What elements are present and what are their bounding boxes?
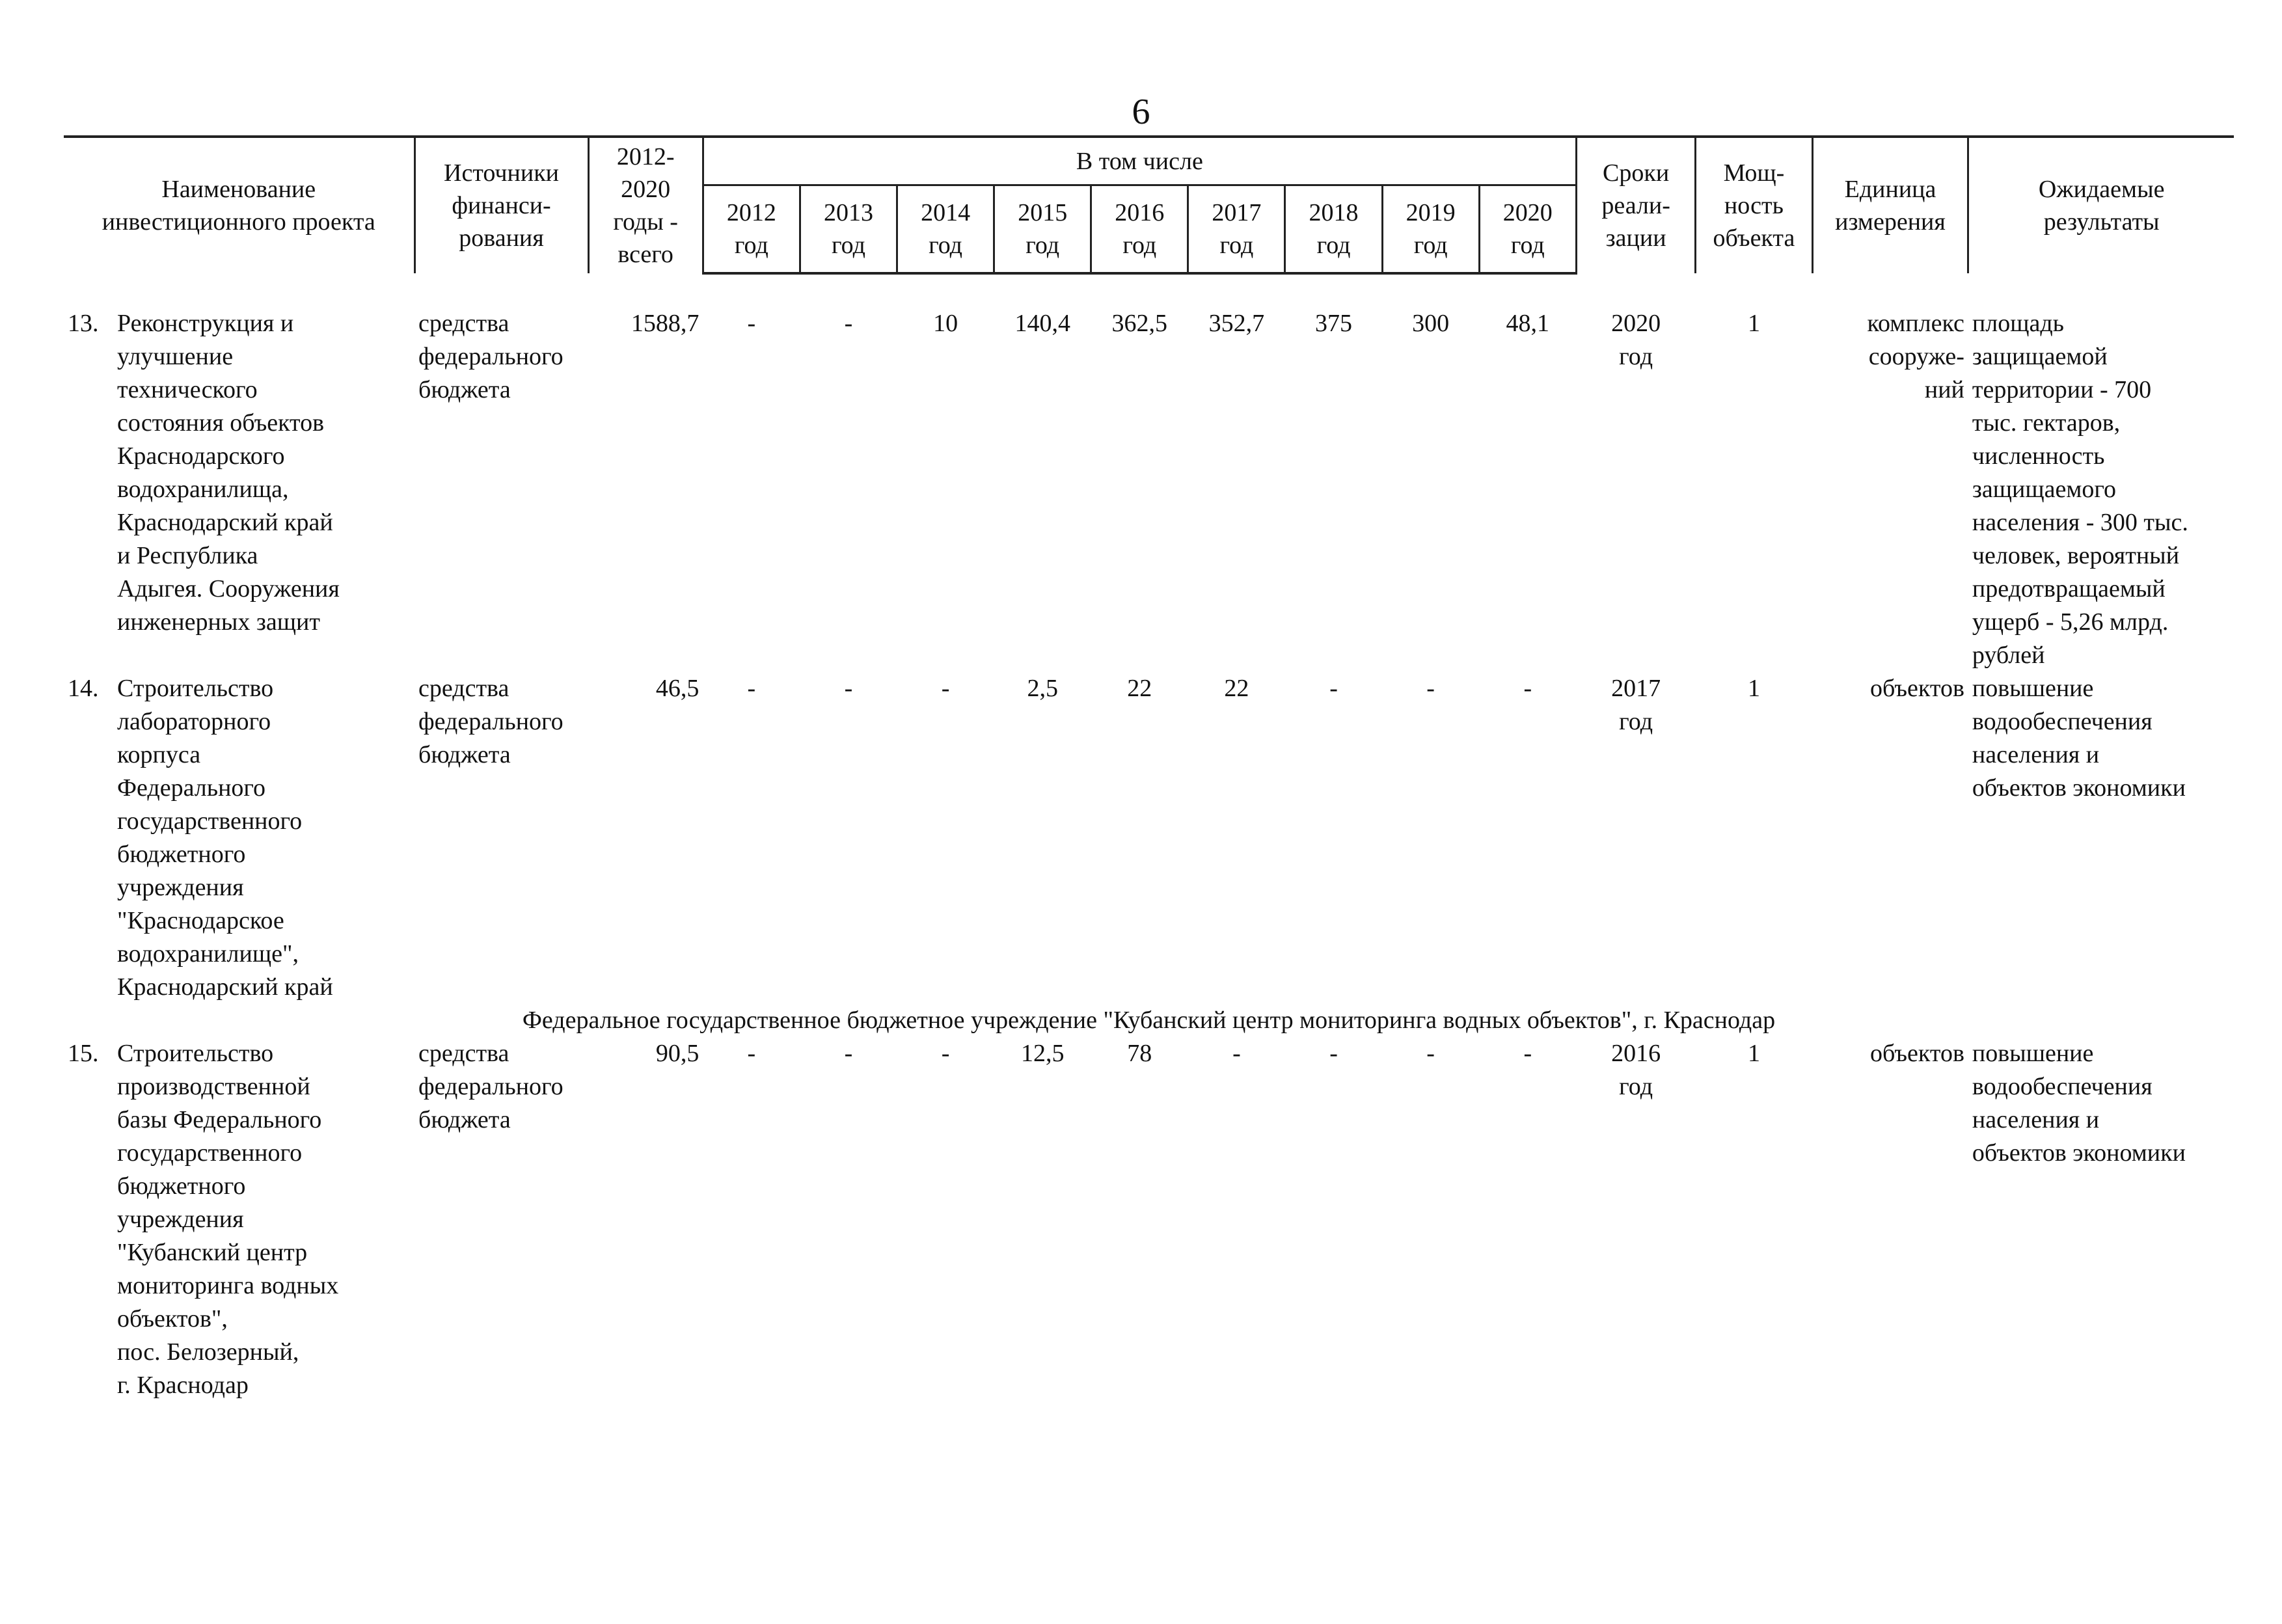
year-value: 362,5: [1111, 310, 1168, 337]
header-including: В том числе: [703, 137, 1576, 185]
header-unit: Единица измерения: [1812, 137, 1968, 273]
year-value: -: [1523, 675, 1532, 702]
header-year: 2012 год: [703, 185, 800, 273]
table-row: [64, 307, 2234, 672]
year-value: 375: [1315, 310, 1353, 337]
year-value: 48,1: [1506, 310, 1550, 337]
header-sources: Источники финанси- рования: [414, 137, 588, 273]
page-number: 6: [1132, 92, 1150, 132]
year-value: 352,7: [1208, 310, 1265, 337]
project-name-cell: [64, 307, 414, 672]
year-value: -: [844, 310, 853, 337]
year-value: 22: [1224, 675, 1249, 702]
funding-source: средства федерального бюджета: [418, 310, 564, 403]
header-year: 2017 год: [1188, 185, 1285, 273]
year-value: -: [747, 675, 756, 702]
year-value: -: [1426, 675, 1435, 702]
table-row: [64, 672, 2234, 1004]
implementation-term: 2016 год: [1611, 1040, 1661, 1100]
year-value: -: [941, 675, 950, 702]
header-total: 2012- 2020 годы - всего: [588, 137, 703, 273]
header-terms: Сроки реали- зации: [1576, 137, 1695, 273]
expected-results: площадь защищаемой территории - 700 тыс. гектаров, численность защищаемого населения - 300 тыс. человек, вероятный предотвращаемый ущерб - 5,26 млрд. рублей: [1972, 310, 2188, 669]
header-year: 2014 год: [897, 185, 994, 273]
header-results: Ожидаемые результаты: [1968, 137, 2234, 273]
implementation-term: 2017 год: [1611, 675, 1661, 735]
year-value: -: [747, 1040, 756, 1067]
project-name: Строительство лабораторного корпуса Федерального государственного бюджетного учреждения "Краснодарское водохранилище", Краснодарский край: [117, 675, 333, 1001]
year-value: 22: [1127, 675, 1152, 702]
project-name-cell: [64, 1037, 414, 1402]
year-value: 10: [933, 310, 958, 337]
year-value: -: [1329, 1040, 1338, 1067]
expected-results: повышение водообеспечения населения и объектов экономики: [1972, 1040, 2186, 1167]
expected-results: повышение водообеспечения населения и объектов экономики: [1972, 675, 2186, 802]
header-year: 2013 год: [800, 185, 897, 273]
year-value: 78: [1127, 1040, 1152, 1067]
object-capacity: 1: [1747, 310, 1760, 337]
object-capacity: 1: [1747, 675, 1760, 702]
total-value: 1588,7: [631, 310, 700, 337]
year-value: -: [844, 675, 853, 702]
funding-source: средства федерального бюджета: [418, 675, 564, 768]
header-capacity: Мощ- ность объекта: [1696, 137, 1812, 273]
measurement-unit: комплекс сооруже- ний: [1867, 310, 1964, 403]
year-value: 140,4: [1014, 310, 1070, 337]
year-value: 12,5: [1020, 1040, 1065, 1067]
measurement-unit: объектов: [1869, 675, 1964, 702]
header-year: 2015 год: [994, 185, 1091, 273]
section-subheader-row: [64, 1004, 2234, 1037]
year-value: -: [1329, 675, 1338, 702]
year-value: -: [1523, 1040, 1532, 1067]
year-value: -: [1232, 1040, 1241, 1067]
year-value: 2,5: [1027, 675, 1058, 702]
section-subheader: Федеральное государственное бюджетное учреждение "Кубанский центр мониторинга водных объектов", г. Краснодар: [522, 1007, 1776, 1034]
header-year: 2020 год: [1479, 185, 1576, 273]
investment-projects-table: [64, 135, 2234, 1402]
row-number: 13.: [68, 310, 99, 337]
header-year: 2018 год: [1285, 185, 1382, 273]
table-row: [64, 1037, 2234, 1402]
year-value: -: [844, 1040, 853, 1067]
project-name: Реконструкция и улучшение технического состояния объектов Краснодарского водохранилища, Краснодарский край и Республика Адыгея. Сооружения инженерных защит: [117, 310, 340, 636]
row-number: 14.: [68, 675, 99, 702]
total-value: 90,5: [655, 1040, 700, 1067]
implementation-term: 2020 год: [1611, 310, 1661, 370]
year-value: -: [1426, 1040, 1435, 1067]
header-year: 2016 год: [1091, 185, 1188, 273]
header-name: Наименование инвестиционного проекта: [64, 137, 414, 273]
project-name: Строительство производственной базы Федерального государственного бюджетного учреждения "Кубанский центр мониторинга водных объектов", пос. Белозерный, г. Краснодар: [117, 1040, 339, 1399]
year-value: 300: [1412, 310, 1450, 337]
object-capacity: 1: [1747, 1040, 1760, 1067]
year-value: -: [747, 310, 756, 337]
row-number: 15.: [68, 1040, 99, 1067]
year-value: -: [941, 1040, 950, 1067]
measurement-unit: объектов: [1869, 1040, 1964, 1067]
total-value: 46,5: [655, 675, 700, 702]
project-name-cell: [64, 672, 414, 1004]
table-header: [64, 137, 2234, 273]
header-year: 2019 год: [1382, 185, 1479, 273]
funding-source: средства федерального бюджета: [418, 1040, 564, 1133]
